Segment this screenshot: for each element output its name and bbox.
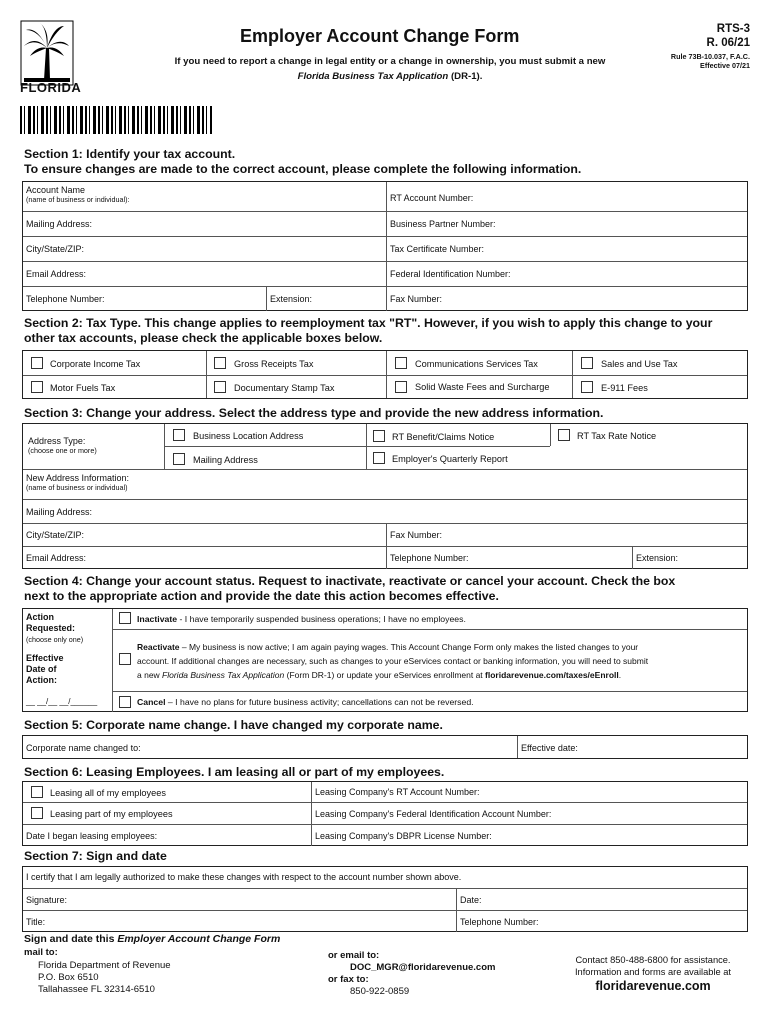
sales-and-use-tax-label: Sales and Use Tax — [601, 359, 678, 369]
documentary-stamp-tax-checkbox[interactable] — [214, 381, 226, 393]
section6-heading: Section 6: Leasing Employees. I am leasing all or part of my employees. — [24, 765, 445, 779]
reactivate-label: Reactivate – My business is now active; I am again paying wages. This Account Change Form only makes the listed changes to your account. If additional changes are necessary, such as changes to your eServices contact or banking information, you will need to submit a new Florida Business Tax Application (Form DR-1) or update your eServices enrollment at floridarevenue.com/taxes/eEnroll. — [137, 642, 649, 680]
new-mailing-address-field[interactable]: Mailing Address: — [26, 507, 93, 517]
corporate-effective-date-field[interactable]: Effective date: — [521, 743, 578, 753]
date-began-leasing-field[interactable]: Date I began leasing employees: — [26, 831, 158, 841]
section1-heading: Section 1: Identify your tax account. To ensure changes are made to the correct account, please complete the following information. — [24, 147, 582, 176]
gross-receipts-tax-checkbox[interactable] — [214, 357, 226, 369]
palm-tree-icon — [20, 20, 74, 86]
email-address-field[interactable]: Email Address: — [26, 269, 87, 279]
business-location-address-label: Business Location Address — [193, 431, 304, 441]
federal-id-number-field[interactable]: Federal Identification Number: — [390, 269, 511, 279]
section1-table — [22, 181, 748, 311]
e911-fees-checkbox[interactable] — [581, 381, 593, 393]
leasing-all-checkbox[interactable] — [31, 786, 43, 798]
mail-to-label: mail to: — [24, 947, 58, 958]
business-partner-number-field[interactable]: Business Partner Number: — [390, 219, 496, 229]
corporate-income-tax-checkbox[interactable] — [31, 357, 43, 369]
section6-table — [22, 781, 748, 846]
section4-table — [22, 608, 748, 712]
logo-wordmark: FLORIDA — [20, 80, 82, 95]
new-email-address-field[interactable]: Email Address: — [26, 553, 87, 563]
leasing-part-checkbox[interactable] — [31, 807, 43, 819]
section4-heading: Section 4: Change your account status. Request to inactivate, reactivate or cancel your account. Check the box next to the appropriate action and provide the date this action becomes effective. — [24, 574, 676, 603]
sign-date-field[interactable]: Date: — [460, 895, 482, 905]
rt-tax-rate-notice-checkbox[interactable] — [558, 429, 570, 441]
florida-logo — [20, 20, 82, 96]
inactivate-label: Inactivate - I have temporarily suspended business operations; I have no employees. — [137, 614, 466, 624]
email-link[interactable]: DOC_MGR@floridarevenue.com — [350, 962, 496, 973]
telephone-number-field[interactable]: Telephone Number: — [26, 294, 105, 304]
motor-fuels-tax-label: Motor Fuels Tax — [50, 383, 116, 393]
inactivate-checkbox[interactable] — [119, 612, 131, 624]
communications-services-tax-label: Communications Services Tax — [415, 359, 538, 369]
rule-reference: Rule 73B-10.037, F.A.C. Effective 07/21 — [670, 52, 750, 70]
gross-receipts-tax-label: Gross Receipts Tax — [234, 359, 314, 369]
new-city-state-zip-field[interactable]: City/State/ZIP: — [26, 530, 85, 540]
leasing-part-label: Leasing part of my employees — [50, 809, 173, 819]
section3-table — [22, 423, 748, 569]
form-id: RTS-3 R. 06/21 — [706, 23, 750, 49]
solid-waste-fees-checkbox[interactable] — [395, 381, 407, 393]
mailing-address-checkbox[interactable] — [173, 453, 185, 465]
form-subtitle: If you need to report a change in legal entity or a change in ownership, you must submit a new Florida Business Tax Application (DR-1). — [174, 56, 606, 82]
sales-and-use-tax-checkbox[interactable] — [581, 357, 593, 369]
e911-fees-label: E-911 Fees — [601, 383, 648, 393]
new-extension-field[interactable]: Extension: — [636, 553, 679, 563]
account-name-field[interactable]: Account Name (name of business or individual): — [26, 185, 130, 204]
sign-telephone-field[interactable]: Telephone Number: — [460, 917, 539, 927]
communications-services-tax-checkbox[interactable] — [395, 357, 407, 369]
action-requested-label: Action Requested: (choose only one) Effective Date of Action: — [26, 612, 84, 685]
section5-table — [22, 735, 748, 759]
website-link[interactable]: floridarevenue.com — [595, 979, 711, 993]
section2-table — [22, 350, 748, 399]
section2-heading: Section 2: Tax Type. This change applies to reemployment tax "RT". However, if you wish to apply this change to your other tax accounts, please check the applicable boxes below. — [24, 316, 713, 345]
rt-benefit-claims-notice-checkbox[interactable] — [373, 430, 385, 442]
business-location-address-checkbox[interactable] — [173, 429, 185, 441]
title-field[interactable]: Title: — [26, 917, 46, 927]
employers-quarterly-report-label: Employer's Quarterly Report — [392, 454, 508, 464]
mailing-address-type-label: Mailing Address — [193, 455, 258, 465]
leasing-dbpr-license-field[interactable]: Leasing Company's DBPR License Number: — [315, 831, 492, 841]
fax-number-field[interactable]: Fax Number: — [390, 294, 443, 304]
effective-date-field[interactable]: __ __/__ __/______ — [26, 697, 98, 706]
leasing-rt-account-field[interactable]: Leasing Company's RT Account Number: — [315, 787, 480, 797]
email-block: or email to: DOC_MGR@floridarevenue.com or fax to: 850-922-0859 — [328, 950, 496, 997]
tax-certificate-number-field[interactable]: Tax Certificate Number: — [390, 244, 485, 254]
sign-instruction: Sign and date this Employer Account Change Form — [24, 933, 281, 945]
certification-text: I certify that I am legally authorized to make these changes with respect to the account number shown above. — [26, 872, 462, 882]
contact-block: Contact 850-488-6800 for assistance. Information and forms are available at floridarevenue.com — [560, 954, 746, 992]
leasing-all-label: Leasing all of my employees — [50, 788, 166, 798]
new-fax-number-field[interactable]: Fax Number: — [390, 530, 443, 540]
documentary-stamp-tax-label: Documentary Stamp Tax — [234, 383, 335, 393]
section3-heading: Section 3: Change your address. Select the address type and provide the new address information. — [24, 406, 604, 420]
section7-heading: Section 7: Sign and date — [24, 849, 167, 863]
extension-field[interactable]: Extension: — [270, 294, 313, 304]
cancel-checkbox[interactable] — [119, 696, 131, 708]
motor-fuels-tax-checkbox[interactable] — [31, 381, 43, 393]
address-type-label: Address Type: (choose one or more) — [28, 436, 97, 455]
mailing-address-field[interactable]: Mailing Address: — [26, 219, 93, 229]
form-title: Employer Account Change Form — [240, 26, 520, 46]
section7-table — [22, 866, 748, 932]
rt-tax-rate-notice-label: RT Tax Rate Notice — [577, 431, 657, 441]
city-state-zip-field[interactable]: City/State/ZIP: — [26, 244, 85, 254]
employers-quarterly-report-checkbox[interactable] — [373, 452, 385, 464]
corporate-income-tax-label: Corporate Income Tax — [50, 359, 141, 369]
corporate-name-field[interactable]: Corporate name changed to: — [26, 743, 141, 753]
rt-benefit-claims-notice-label: RT Benefit/Claims Notice — [392, 432, 495, 442]
barcode — [20, 106, 212, 134]
mailing-address-block: Florida Department of Revenue P.O. Box 6510 Tallahassee FL 32314-6510 — [38, 960, 171, 995]
reactivate-checkbox[interactable] — [119, 653, 131, 665]
new-telephone-number-field[interactable]: Telephone Number: — [390, 553, 469, 563]
new-address-field[interactable]: New Address Information: (name of business or individual) — [26, 473, 130, 492]
rt-account-number-field[interactable]: RT Account Number: — [390, 193, 474, 203]
signature-field[interactable]: Signature: — [26, 895, 68, 905]
section5-heading: Section 5: Corporate name change. I have changed my corporate name. — [24, 718, 443, 732]
leasing-fein-field[interactable]: Leasing Company's Federal Identification Account Number: — [315, 809, 552, 819]
solid-waste-fees-label: Solid Waste Fees and Surcharge — [415, 382, 550, 392]
cancel-label: Cancel – I have no plans for future business activity; cancellations can not be reversed. — [137, 697, 474, 707]
